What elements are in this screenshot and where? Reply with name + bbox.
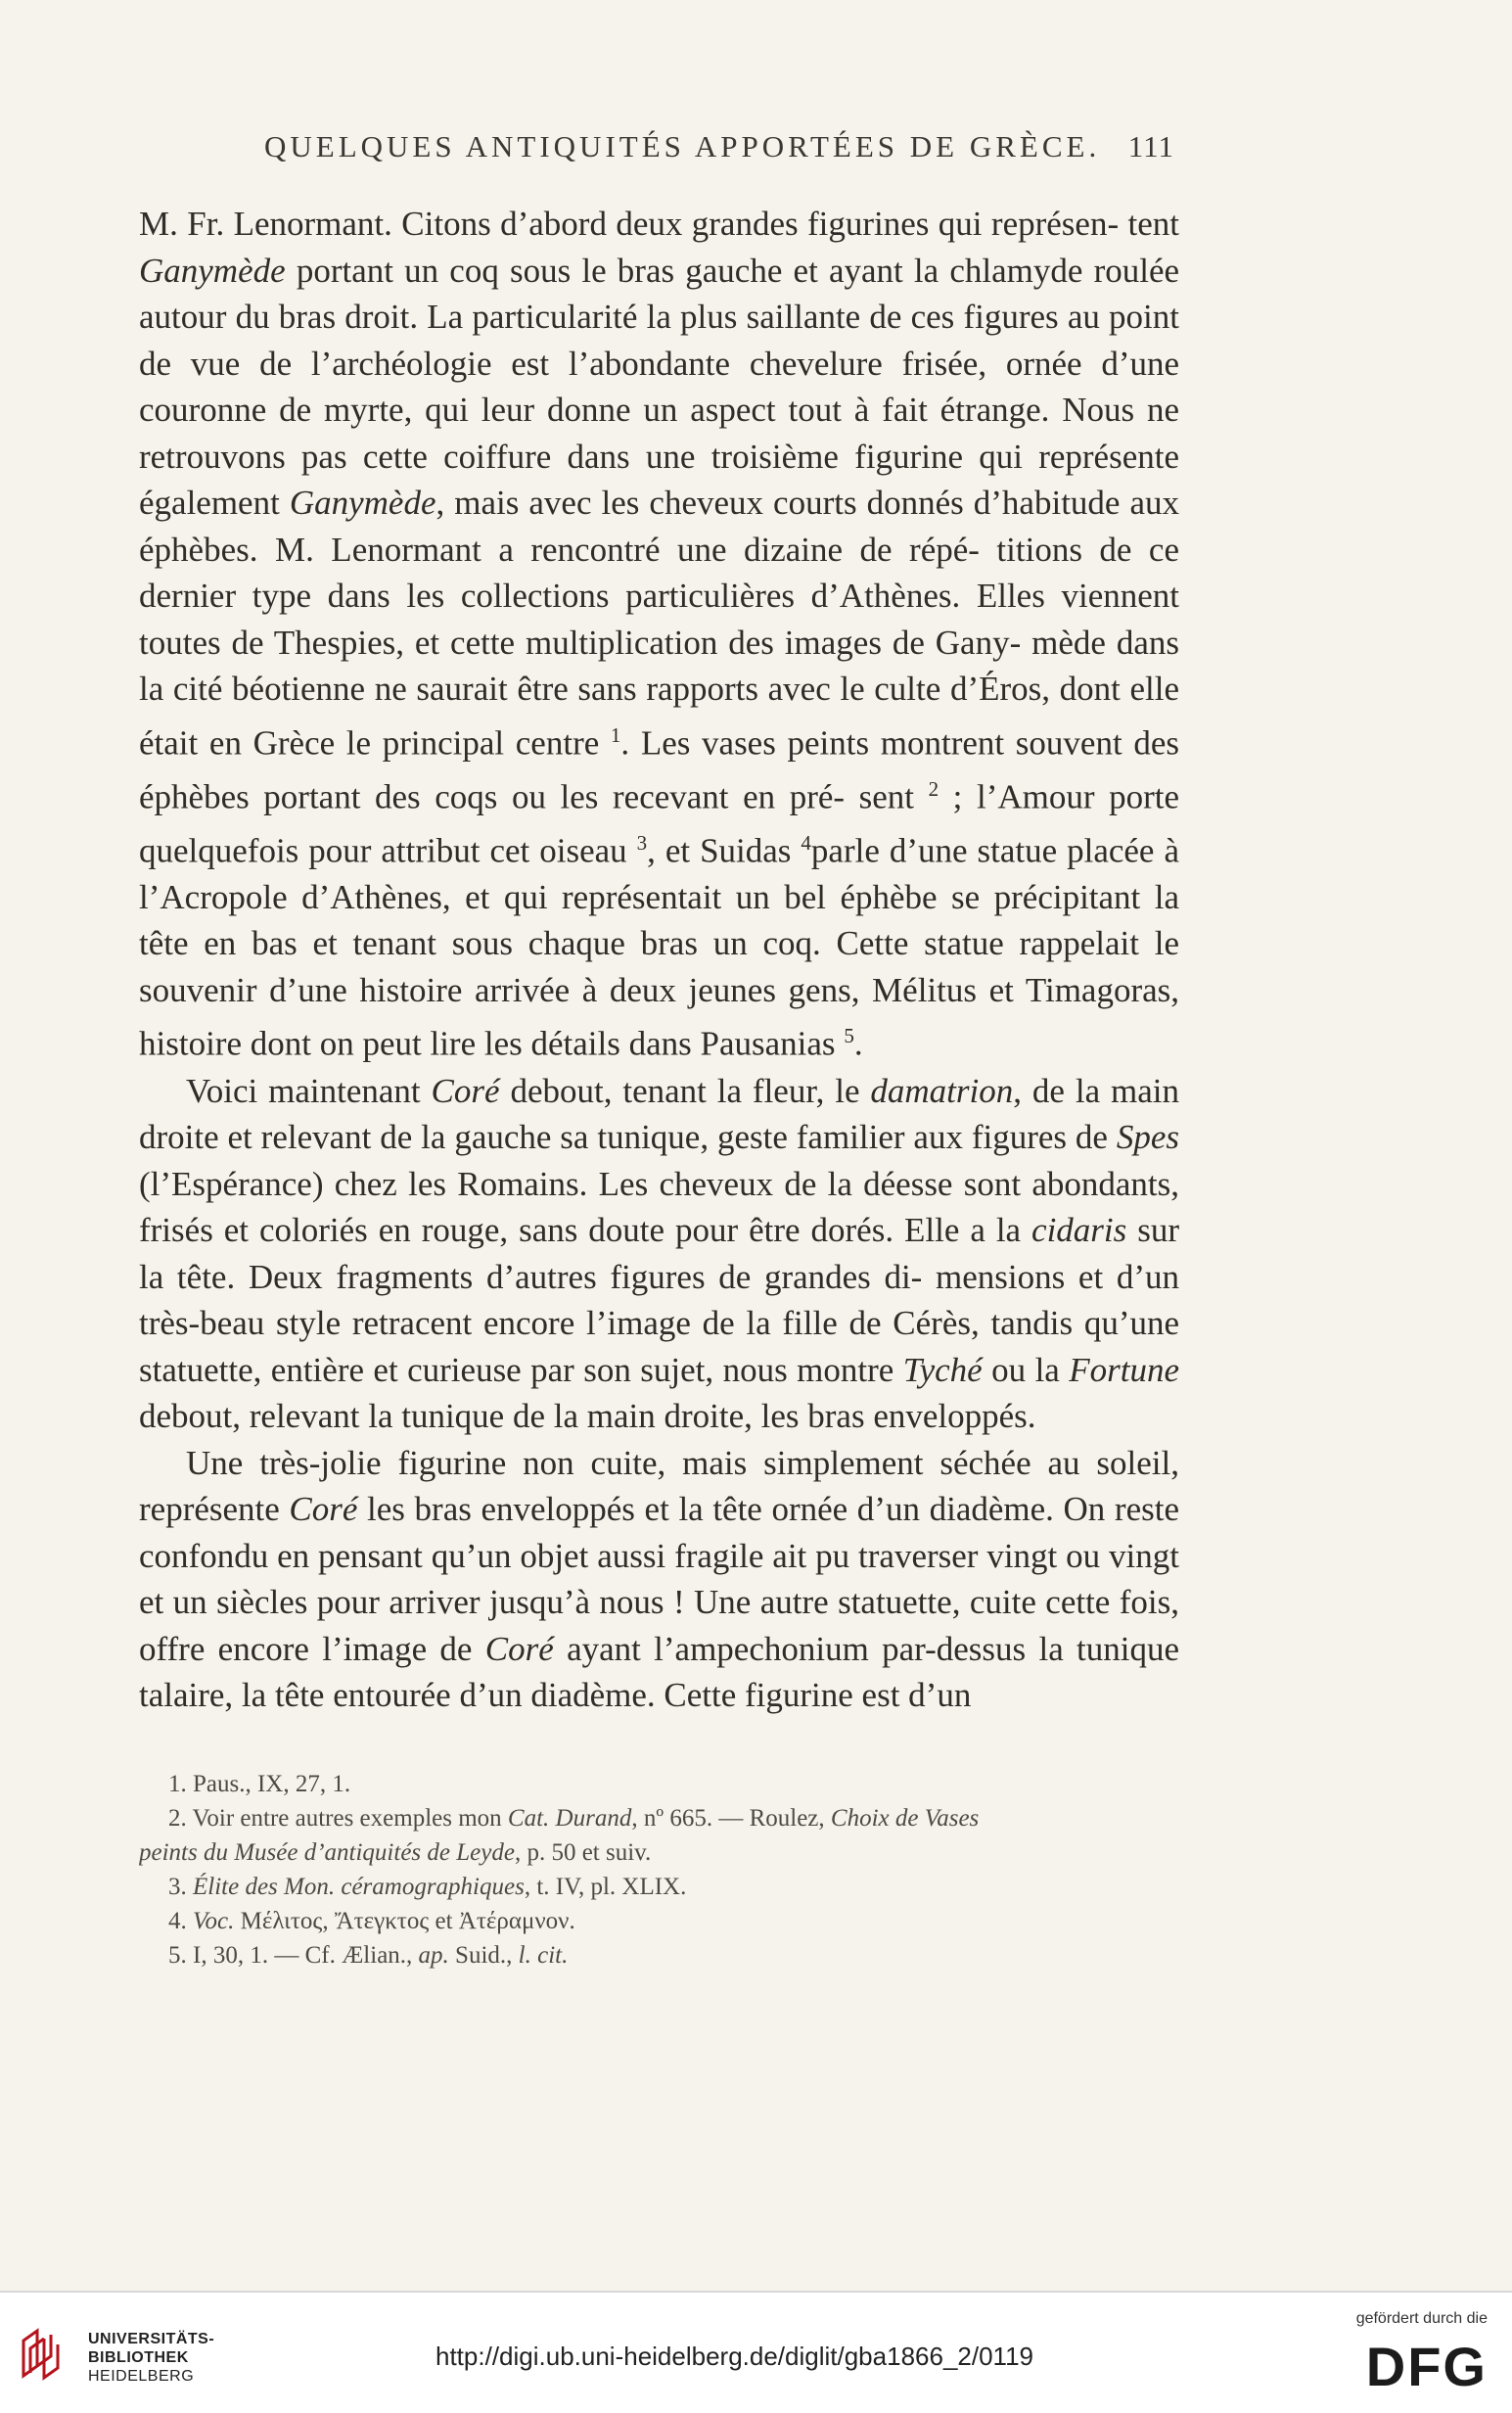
dfg-logo: DFG: [1365, 2336, 1488, 2397]
text-run: cette fois, offre encore l’image de: [139, 1583, 1179, 1668]
footnote-ref: 4: [801, 830, 811, 855]
italic-run: Coré: [289, 1490, 358, 1529]
text-run: étrange. Nous ne retrouvons pas cette coiffure dans une troisième figurine: [139, 391, 1180, 476]
italic-run: Ganymède: [289, 484, 436, 522]
footnote-ref: 1: [610, 722, 621, 747]
text-run: sent: [858, 777, 929, 816]
footnote: [139, 1767, 1179, 1801]
footnote: [139, 1801, 1179, 1835]
text-run: ; l’Amour porte quelquefois pour attribut cet oiseau: [139, 777, 1179, 870]
text-run: montre: [797, 1350, 903, 1389]
footnote-ref: 2: [928, 776, 939, 801]
italic-run: Cat. Durand: [507, 1805, 632, 1832]
text-run: viennent toutes de Thespies, et cette multiplication des images de Gany-: [139, 577, 1179, 662]
text-run: tent: [1127, 205, 1179, 243]
italic-run: Fortune: [1069, 1350, 1180, 1389]
text-run: ornée d’une couronne de myrte, qui leur donne un aspect tout à fait: [139, 344, 1180, 429]
italic-run: Choix de Vases: [830, 1805, 980, 1832]
paragraph-1: [139, 201, 1179, 1068]
text-run: 1. Paus., IX, 27, 1.: [168, 1771, 351, 1797]
text-run: droite, les bras enveloppés.: [664, 1397, 1036, 1436]
footnote: [139, 1938, 1179, 1972]
footnote: [139, 1870, 1179, 1904]
italic-run: Voc.: [193, 1908, 235, 1934]
body-text: [139, 201, 1179, 1719]
text-run: Μέλιτος, Ἄτεγκτος et Ἀτέραμνον.: [234, 1908, 575, 1934]
text-run: montrent souvent des éphèbes portant des coqs ou les recevant en pré-: [139, 723, 1180, 816]
text-run: Suid.,: [448, 1942, 519, 1969]
footnote-ref: 5: [844, 1024, 854, 1048]
text-run: . Les vases peints: [620, 723, 870, 763]
text-run: de: [1075, 1118, 1117, 1157]
text-run: sur la tête. Deux fragments d’autres figures de grandes di-: [139, 1211, 1180, 1296]
italic-run: Coré: [431, 1071, 500, 1110]
text-run: Voici maintenant: [186, 1071, 432, 1110]
text-run: , de la: [1013, 1071, 1101, 1110]
italic-run: Coré: [484, 1629, 554, 1668]
text-run: , mais avec les cheveux courts donnés: [435, 484, 964, 522]
text-run: roulée autour du bras droit. La particularité la plus saillante de ces: [139, 251, 1180, 336]
text-run: abondants, frisés et coloriés en rouge, sans doute pour être dorés. Elle a: [139, 1164, 1180, 1250]
library-logo-icon: [18, 2327, 72, 2382]
text-run: parle d’une statue placée à l’Acropole d’Athènes, et qui représentait un: [139, 831, 1179, 916]
italic-run: damatrion: [870, 1071, 1014, 1110]
text-run: 2. Voir entre autres exemples mon: [168, 1805, 508, 1832]
text-run: jeunes gens, Mélitus et Timagoras, histoire dont on peut lire les détails: [139, 970, 1180, 1064]
italic-run: Élite des Mon. céramographiques: [193, 1874, 525, 1900]
permalink-url[interactable]: http://digi.ub.uni-heidelberg.de/diglit/gba1866_2/0119: [435, 2342, 1033, 2371]
footnote-ref: 3: [636, 830, 648, 855]
italic-run: Ganymède: [139, 251, 286, 290]
text-run: bel éphèbe se précipitant la tête en bas et tenant sous chaque bras un: [139, 877, 1180, 963]
italic-run: l. cit.: [518, 1942, 569, 1969]
italic-run: peints du Musée d’antiquités de Leyde: [139, 1839, 515, 1866]
text-run: ou vingt et un siècles pour arriver jusqu’à nous ! Une autre statuette, cuite: [139, 1536, 1180, 1622]
text-run: qui représente également: [139, 437, 1179, 522]
text-run: la tunique talaire, la tête entourée d’un diadème. Cette figurine est d’un: [139, 1629, 1180, 1715]
text-run: 3.: [168, 1874, 193, 1900]
text-run: d’habitude aux éphèbes. M. Lenormant a rencontré une dizaine de répé-: [139, 484, 1180, 569]
text-run: ou la: [982, 1350, 1070, 1389]
text-run: , t. IV, pl. XLIX.: [524, 1874, 687, 1900]
text-run: représente: [139, 1490, 290, 1529]
text-run: , p. 50 et suiv.: [514, 1839, 652, 1866]
text-run: figures au point de vue de l’archéologie est l’abondante chevelure frisée,: [139, 298, 1179, 383]
italic-run: ap.: [418, 1942, 449, 1969]
text-run: coq. Cette statue rappelait le souvenir d’une histoire arrivée à deux: [139, 924, 1179, 1009]
text-run: ayant l’ampechonium par-dessus: [553, 1629, 1027, 1668]
text-run: portant un coq sous le bras gauche et ayant la chlamyde: [285, 251, 1083, 290]
paragraph-3: [139, 1440, 1179, 1719]
text-run: , nº 665. — Roulez,: [631, 1805, 831, 1832]
text-run: titions de ce dernier type dans les collections particulières d’Athènes. Elles: [139, 530, 1180, 615]
text-run: d’Éros, dont elle était en Grèce le principal centre: [139, 670, 1180, 763]
funder-caption: gefördert durch die: [1355, 2310, 1488, 2327]
text-run: (l’Espérance) chez les Romains. Les cheveux de la déesse sont: [139, 1164, 1022, 1203]
text-run: debout, relevant la tunique de la main: [139, 1397, 656, 1436]
text-run: mède dans la cité béotienne ne saurait être sans rapports avec le culte: [139, 623, 1180, 708]
running-title: QUELQUES ANTIQUITÉS APPORTÉES DE GRÈCE.: [264, 129, 1101, 163]
library-name: UNIVERSITÄTS- BIBLIOTHEK HEIDELBERG: [88, 2331, 215, 2385]
digitization-footer: [0, 2291, 1512, 2413]
text-run: .: [853, 1025, 863, 1064]
text-run: mensions et d’un très-beau style retracent encore l’image de la fille de: [139, 1257, 1179, 1343]
text-run: reste confondu en pensant qu’un objet aussi fragile ait pu traverser vingt: [139, 1490, 1179, 1575]
text-run: 4.: [168, 1908, 193, 1934]
footnote: [139, 1904, 1179, 1938]
page-number: 111: [1127, 129, 1174, 163]
footnote: [139, 1835, 1179, 1870]
text-run: Cérès, tandis qu’une statuette, entière et curieuse par son sujet, nous: [139, 1304, 1180, 1389]
text-run: Une très-jolie figurine non cuite, mais simplement séchée au soleil,: [186, 1443, 1179, 1482]
text-run: 5. I, 30, 1. — Cf. Ælian.,: [168, 1942, 419, 1969]
italic-run: Tyché: [902, 1350, 983, 1389]
text-run: main droite et relevant de la gauche sa tunique, geste familier aux figures: [139, 1071, 1179, 1157]
footnotes: [139, 1767, 1179, 1972]
text-run: M. Fr. Lenormant. Citons d’abord deux grandes figurines qui représen-: [139, 205, 1120, 243]
italic-run: cidaris: [1031, 1211, 1127, 1250]
paragraph-2: [139, 1068, 1179, 1440]
text-run: les bras enveloppés et la tête ornée d’un diadème. On: [357, 1490, 1106, 1529]
italic-run: Spes: [1116, 1118, 1179, 1157]
text-run: , et Suidas: [647, 831, 802, 870]
text-run: debout, tenant la fleur, le: [499, 1071, 871, 1110]
text-run: dans Pausanias: [628, 1025, 845, 1064]
text-run: la: [995, 1211, 1032, 1250]
